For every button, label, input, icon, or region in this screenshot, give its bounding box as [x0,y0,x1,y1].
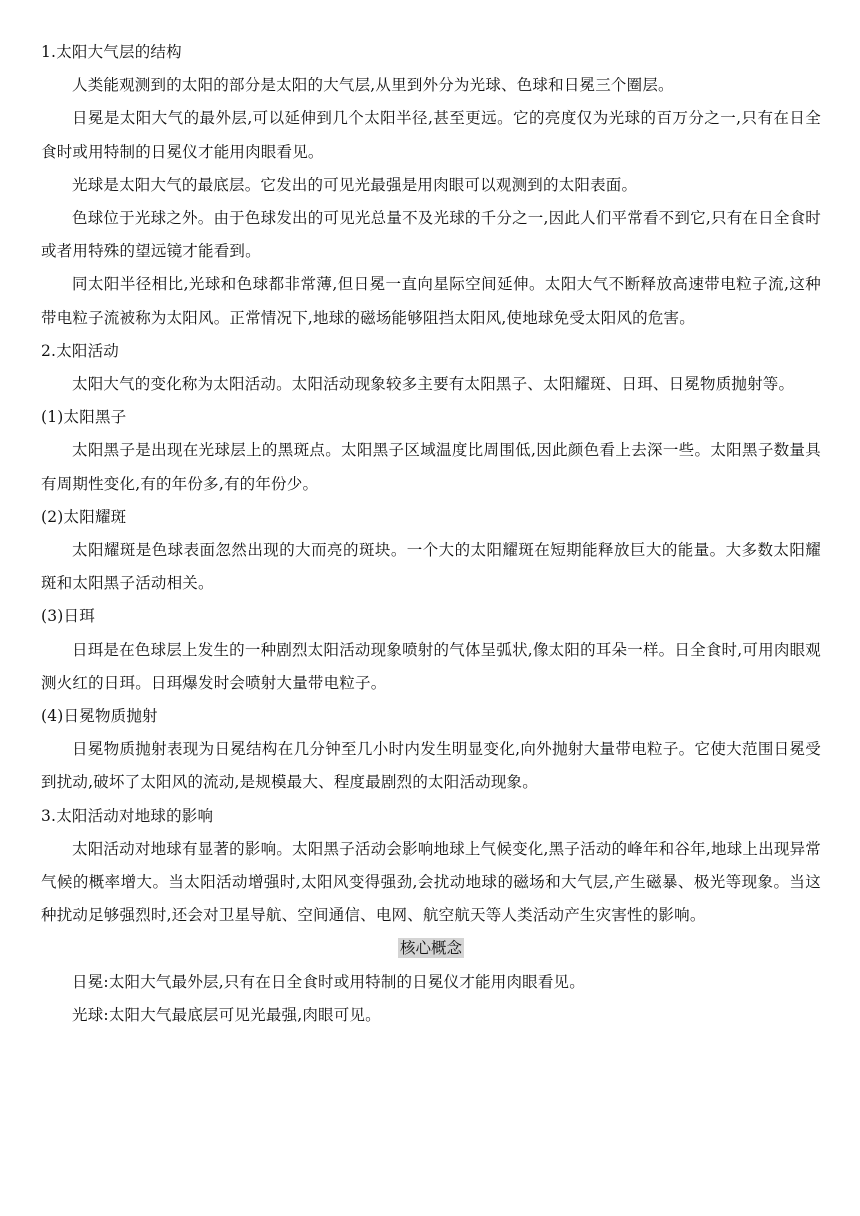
section-3-title: 3.太阳活动对地球的影响 [41,806,214,825]
subsection-sunspot-title: (1)太阳黑子 [41,408,127,427]
subsection-flare-title: (2)太阳耀斑 [41,507,127,526]
core-concept-heading-row [41,932,821,965]
document-page [41,36,821,1032]
section-1-title: 1.太阳大气层的结构 [41,43,182,61]
section-1-paragraph-4: 色球位于光球之外。由于色球发出的可见光总量不及光球的千分之一,因此人们平常看不到它,只有在日全食时或者用特殊的望远镜才能看到。 [41,209,821,261]
core-concept-title: 核心概念 [399,939,462,958]
section-2-title: 2.太阳活动 [41,341,119,360]
subsection-cme-title: (4)日冕物质抛射 [41,707,158,726]
section-1-paragraph-5: 同太阳半径相比,光球和色球都非常薄,但日冕一直向星际空间延伸。太阳大气不断释放高速带电粒子流,这种带电粒子流被称为太阳风。正常情况下,地球的磁场能够阻挡太阳风,使地球免受太阳风的危害。 [41,275,821,327]
section-2-paragraph-1: 太阳大气的变化称为太阳活动。太阳活动现象较多主要有太阳黑子、太阳耀斑、日珥、日冕物质抛射等。 [72,375,795,394]
section-1-paragraph-3: 光球是太阳大气的最底层。它发出的可见光最强是用肉眼可以观测到的太阳表面。 [72,175,638,194]
subsection-flare-text: 太阳耀斑是色球表面忽然出现的大而亮的斑块。一个大的太阳耀斑在短期能释放巨大的能量。大多数太阳耀斑和太阳黑子活动相关。 [41,541,821,593]
section-3-paragraph-1: 太阳活动对地球有显著的影响。太阳黑子活动会影响地球上气候变化,黑子活动的峰年和谷年,地球上出现异常气候的概率增大。当太阳活动增强时,太阳风变得强劲,会扰动地球的磁场和大气层,产生磁暴、极光等现象。当这种扰动足够强烈时,还会对卫星导航、空间通信、电网、航空航天等人类活动产生灾害性的影响。 [41,839,821,925]
section-1-paragraph-2: 日冕是太阳大气的最外层,可以延伸到几个太阳半径,甚至更远。它的亮度仅为光球的百万分之一,只有在日全食时或用特制的日冕仪才能用肉眼看见。 [41,109,821,161]
core-concept-definition-corona: 日冕:太阳大气最外层,只有在日全食时或用特制的日冕仪才能用肉眼看见。 [72,972,585,991]
section-1-paragraph-1: 人类能观测到的太阳的部分是太阳的大气层,从里到外分为光球、色球和日冕三个圈层。 [72,76,674,95]
core-concept-definition-photosphere: 光球:太阳大气最底层可见光最强,肉眼可见。 [72,1005,381,1024]
subsection-sunspot-text: 太阳黑子是出现在光球层上的黑斑点。太阳黑子区域温度比周围低,因此颜色看上去深一些。太阳黑子数量具有周期性变化,有的年份多,有的年份少。 [41,441,821,493]
subsection-prominence-title: (3)日珥 [41,607,95,626]
subsection-cme-text: 日冕物质抛射表现为日冕结构在几分钟至几小时内发生明显变化,向外抛射大量带电粒子。它使大范围日冕受到扰动,破坏了太阳风的流动,是规模最大、程度最剧烈的太阳活动现象。 [41,740,821,792]
subsection-prominence-text: 日珥是在色球层上发生的一种剧烈太阳活动现象喷射的气体呈弧状,像太阳的耳朵一样。日全食时,可用肉眼观测火红的日珥。日珥爆发时会喷射大量带电粒子。 [41,640,821,692]
